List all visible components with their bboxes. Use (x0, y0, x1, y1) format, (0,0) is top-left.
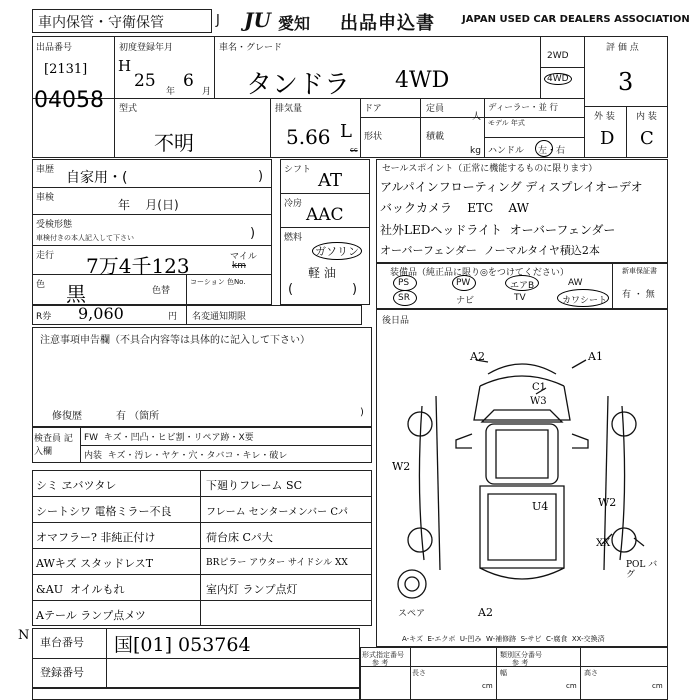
diagram-mark-a2-top: A2 (470, 350, 485, 363)
spare-label: スペア (398, 609, 426, 619)
handle-value: 左・右 (538, 146, 566, 156)
diagram-mark-a2-bottom: A2 (478, 606, 493, 619)
diagram-mark-w2-right: W2 (598, 496, 617, 509)
drive-4wd: 4WD (544, 73, 572, 85)
car-diagram (376, 330, 668, 630)
owner-value: 有 ・ 無 (622, 290, 655, 300)
shift-value: AT (318, 170, 343, 191)
width-unit: cm (566, 682, 577, 690)
car-name-value: タンドラ (246, 70, 351, 100)
capacity-label: 定員 (426, 104, 445, 114)
note-right-5: 室内灯 ランプ点灯 (206, 583, 298, 596)
handle-label: ハンドル (488, 146, 525, 156)
shift-label: シフト (284, 165, 312, 175)
note-left-6: Aテール ランプ点メツ (36, 609, 146, 622)
note-left-2: シートシワ 電格ミラー不良 (36, 505, 172, 518)
length-unit: cm (482, 682, 493, 690)
chassis-value: 国[01] 053764 (114, 634, 251, 656)
equip-circle-1 (393, 275, 417, 291)
selling-points-label: セールスポイント（正常に機能するものに限ります） (382, 164, 598, 174)
form-title: 出品申込書 (340, 13, 435, 34)
lot-number: 04058 (34, 88, 104, 113)
interior-grade: C (640, 128, 654, 149)
displacement-label: 排気量 (275, 104, 303, 114)
note-right-3: 荷台床 Cパ大 (206, 531, 273, 544)
ref-label-2: 参 考 (512, 659, 529, 667)
reception-label: 受検形態 (36, 220, 73, 230)
mileage-label: 走行 (36, 251, 55, 261)
equip-tv: TV (514, 293, 526, 303)
selling-point-4: オーバーフェンダー ノーマルタイヤ積込2本 (380, 244, 600, 257)
aircon-value: AAC (306, 205, 344, 225)
inspection-value: 年 月(日) (118, 198, 179, 212)
diagram-mark-w3: W3 (530, 396, 547, 407)
recycle-value: 9,060 (78, 304, 124, 323)
ju-logo: JU (244, 8, 271, 32)
notes-label: 注意事項申告欄（不具合内容等は具体的に記入して下さい） (40, 335, 310, 346)
history-label: 車歴 (36, 165, 55, 175)
ref-label-1: 参 考 (372, 659, 389, 667)
capacity-unit: 人 (472, 112, 482, 122)
registration-month-unit: 月 (202, 87, 212, 97)
displacement-unit: L (340, 121, 352, 142)
registration-month: 6 (183, 71, 194, 91)
fuel-paren-close: ) (352, 282, 358, 297)
equipment-label: 装備品（純正品に限り◎をつけてください） (390, 268, 569, 278)
chassis-label: 車台番号 (40, 636, 84, 649)
dealer-label: ディーラー・並 行 (488, 103, 559, 113)
mileage-value: 7万4千123 (86, 254, 190, 278)
mileage-unit-km: km (232, 261, 246, 271)
diagram-mark-c1: C1 (532, 382, 547, 393)
recycle-unit: 円 (168, 312, 178, 322)
shape-label: 形状 (364, 132, 383, 142)
registration-year-unit: 年 (166, 87, 176, 97)
diagram-mark-xx: XX (596, 538, 611, 549)
model-year-label: モデル 年式 (488, 119, 525, 127)
car-name-label: 車名・グレード (219, 43, 283, 53)
selling-point-2: バックカメラ ETC AW (380, 201, 529, 215)
color-value: 黒 (66, 282, 86, 306)
width-label: 幅 (500, 669, 507, 677)
displacement-value: 5.66 (286, 125, 331, 149)
displacement-unit-cc: cc (350, 146, 358, 154)
inspection-label: 車検 (36, 193, 55, 203)
notify-label: 名変通知期限 (192, 312, 247, 322)
equip-circle-5 (557, 289, 609, 307)
association-name: JAPAN USED CAR DEALERS ASSOCIATION (462, 14, 690, 25)
note-right-4: BRピラー アウター サイドシル XX (206, 558, 348, 568)
recycle-label: R券 (36, 312, 52, 322)
diagram-mark-u4: U4 (532, 500, 549, 513)
equip-seat: カワシート (562, 296, 608, 306)
diagram-mark-pol: POL バグ (626, 560, 658, 580)
load-label: 積載 (426, 132, 445, 142)
model-value: 不明 (154, 131, 194, 155)
note-right-2: フレーム センターメンバー Cパ (206, 507, 349, 518)
registration-number-label: 登録番号 (40, 666, 84, 679)
fuel-paren-open: ( (288, 282, 294, 297)
note-left-5: &AU オイルもれ (36, 583, 125, 596)
cert-label: 形式指定番号 (362, 651, 404, 659)
door-label: ドア (364, 104, 382, 114)
rating-label: 評 価 点 (606, 43, 639, 53)
equip-aw: AW (568, 278, 583, 288)
inspector-fw-row: FW キズ・凹凸・ヒビ割・リペア跡・X要 (84, 433, 254, 443)
exterior-grade: D (600, 128, 615, 149)
category-label: 類別区分番号 (500, 651, 542, 659)
length-label: 長さ (412, 669, 426, 677)
equip-pw: PW (456, 278, 471, 288)
registration-label: 初度登録年月 (119, 43, 174, 53)
history-value: 自家用・( (66, 170, 128, 186)
rear-label: 後日品 (382, 316, 410, 326)
note-left-4: AWキズ スタッドレスT (36, 557, 154, 570)
note-left-3: オマフラー? 非純正付け (36, 531, 156, 544)
fuel-diesel: 軽 油 (308, 266, 336, 280)
model-label: 型式 (119, 104, 138, 114)
equip-airbag: エアB (510, 281, 535, 291)
reception-paren: ) (250, 226, 256, 241)
height-unit: cm (652, 682, 663, 690)
equip-sr: SR (398, 293, 410, 303)
exterior-label: 外 装 (594, 112, 615, 122)
equip-circle-3 (505, 275, 539, 291)
rating-score: 3 (618, 68, 634, 96)
interior-label: 内 装 (636, 112, 657, 122)
handle-selected-circle (535, 140, 553, 157)
car-grade: 4WD (395, 68, 450, 93)
margin-mark: N (18, 628, 30, 643)
color-code-label: コーション 色No. (190, 278, 246, 286)
color-change-label: 色替 (152, 286, 171, 296)
aircon-label: 冷房 (284, 199, 303, 209)
load-unit: kg (470, 146, 481, 156)
lot-bracket: [2131] (44, 62, 88, 77)
repair-value: 有 （箇所 (116, 411, 160, 422)
note-left-1: シミ ヱバツタレ (36, 479, 117, 492)
owner-label: 新車保証書 (622, 267, 657, 275)
color-label: 色 (36, 280, 46, 290)
equip-ps: PS (398, 278, 410, 288)
equip-circle-2 (452, 275, 476, 291)
equip-circle-4 (393, 290, 417, 306)
fuel-label: 燃料 (284, 233, 303, 243)
selling-point-1: アルパインフローティング ディスプレイオーデオ (380, 180, 643, 194)
bottom-strip (32, 688, 360, 700)
repair-close: ) (360, 407, 364, 418)
history-close-paren: ) (258, 169, 264, 184)
registration-era: H (118, 57, 132, 75)
lot-label: 出品番号 (36, 43, 73, 53)
drive-2wd: 2WD (547, 51, 569, 61)
fuel-gasoline: ガソリン (312, 242, 362, 260)
height-label: 高さ (584, 669, 598, 677)
repair-label: 修復歴 (52, 411, 82, 422)
storage-tag-mark: J (216, 13, 220, 28)
equip-navi: ナビ (456, 296, 475, 306)
logo-region: 愛知 (278, 14, 311, 33)
inspector-in-row: 内装 キズ・汚レ・ヤケ・穴・タバコ・キレ・破レ (84, 451, 288, 461)
selling-point-3: 社外LEDヘッドライト オーバーフェンダー (380, 223, 616, 237)
mileage-unit: マイル (230, 252, 257, 262)
diagram-mark-a1: A1 (588, 350, 603, 363)
damage-legend: A-キズ E-エクボ U-凹み W-補修跡 S-サビ C-腐食 XX-交換済 (402, 635, 605, 643)
diagram-mark-w2-left: W2 (392, 460, 411, 473)
inspector-label: 検査員 記入欄 (34, 434, 73, 457)
storage-tag-text: 車内保管・守衛保管 (38, 15, 164, 31)
registration-year: 25 (134, 71, 156, 91)
reception-note: 車検付きの本人記入して下さい (36, 234, 134, 242)
note-right-1: 下廻りフレーム SC (206, 479, 303, 492)
